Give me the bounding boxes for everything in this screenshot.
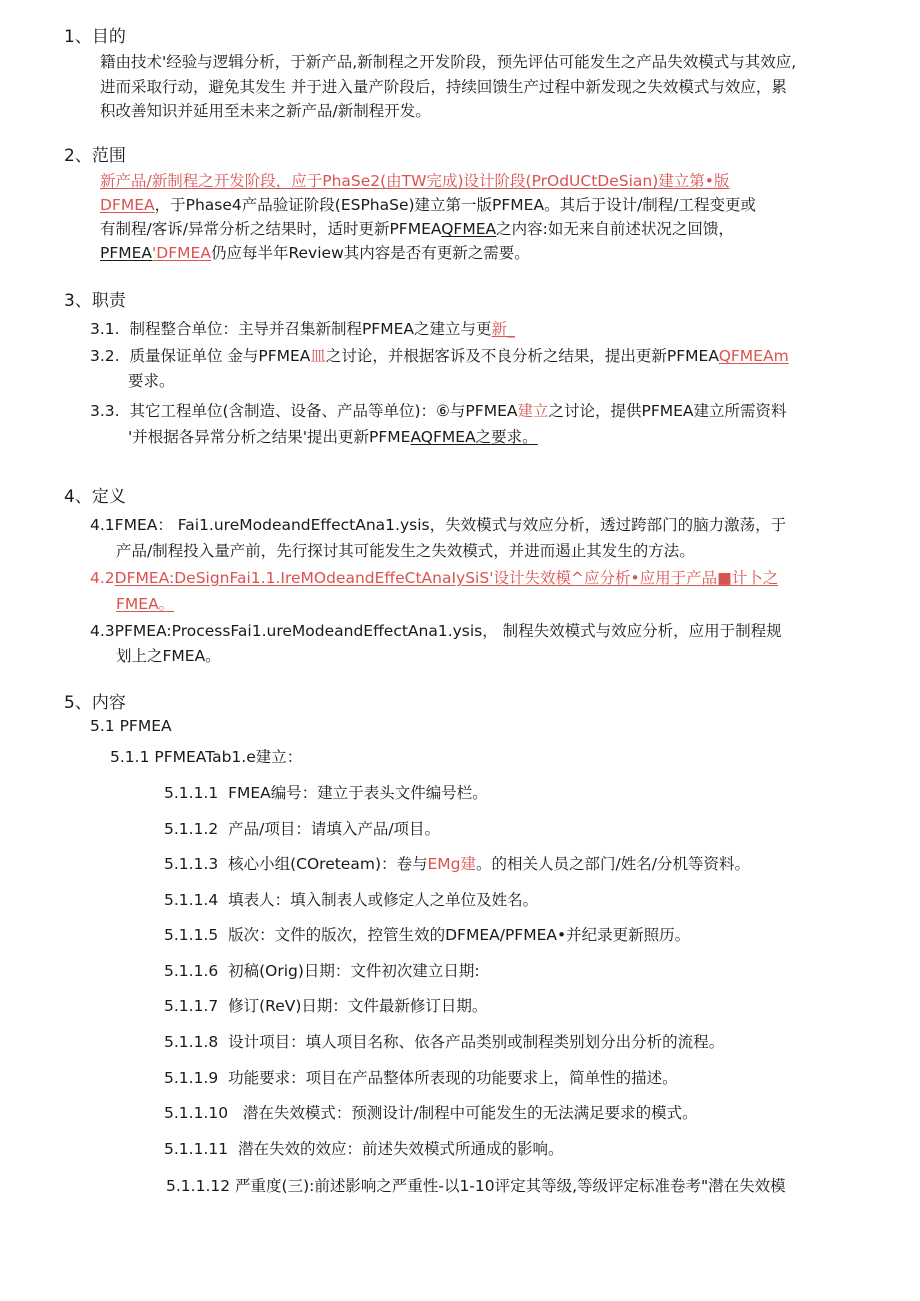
item-text-2: 之讨论，并根据客诉及不良分析之结果，提出更新PFMEA [325, 347, 719, 365]
item-text: 潜在失效的效应：前述失效模式所通成的影响。 [237, 1140, 564, 1158]
item-text: 设计项目：填人项目名称、依各产品类别或制程类别划分出分析的流程。 [228, 1033, 725, 1051]
item-number: 5.1.1.5 [164, 926, 219, 944]
definition-2-cont: FMEA。 [116, 595, 175, 613]
dfmea-ref: 'DFMEA [152, 244, 211, 262]
item-text: FMEA编号：建立于表头文件编号栏。 [228, 784, 488, 802]
item-text-2: 之讨论，提供PFMEA建立所需资料 [548, 402, 787, 420]
item-text: 其它工程单位(含制造、设备、产品等单位)：⑥与PFMEA [129, 402, 518, 420]
definition-2 [90, 567, 778, 589]
definition-1-cont: 产品/制程投入量产前，先行探讨其可能发生之失效模式，并进而遏止其发生的方法。 [116, 542, 695, 560]
section-3-heading: 3、职责 [64, 291, 126, 311]
item-red: EMg建 [427, 855, 477, 873]
content-item [164, 1102, 698, 1124]
item-number: 3.3. [90, 402, 120, 420]
section-1-line-1: 籍由技术'经验与逻辑分析，于新产品,新制程之开发阶段，预先评估可能发生之产品失效模式与其效应, [100, 53, 797, 71]
subsection-5-1-1: 5.1.1 PFMEATab1.e建立： [110, 748, 303, 766]
subsection-5-1: 5.1 PFMEA [90, 717, 172, 735]
item-number: 5.1.1.2 [164, 820, 219, 838]
responsibility-item-1 [90, 318, 515, 340]
item-number: 5.1.1.6 [164, 962, 219, 980]
content-item [164, 995, 487, 1017]
item-text: 初稿(Orig)日期：文件初次建立日期: [228, 962, 480, 980]
item-number: 4.1 [90, 516, 115, 534]
item-red: 建立 [517, 402, 549, 420]
item-text: DFMEA:DeSignFai1.1.IreMOdeandEffeCtAnaIySiS'设计失效模^应分析•应用于产品■计卜之 [114, 569, 779, 587]
content-item [164, 1138, 563, 1160]
item-number: 3.2. [90, 347, 120, 365]
section-2-line-4-post: 仍应每半年Review其内容是否有更新之需要。 [210, 244, 530, 262]
item-text: 修订(ReV)日期：文件最新修订日期。 [228, 997, 488, 1015]
content-item [164, 1031, 724, 1053]
item-red: 皿 [310, 347, 326, 365]
item-cont-post: 之要求。 [475, 428, 538, 446]
section-2-line-4-pre: PFMEA [100, 244, 153, 262]
definition-1 [90, 514, 786, 536]
section-5-heading: 5、内容 [64, 693, 126, 713]
definition-3 [90, 620, 782, 642]
content-item [164, 1067, 678, 1089]
item-number: 5.1.1.10 [164, 1104, 229, 1122]
item-number: 4.3 [90, 622, 115, 640]
content-item [166, 1175, 786, 1197]
responsibility-item-3-cont [128, 426, 538, 448]
item-text: 版次：文件的版次，控管生效的DFMEA/PFMEA•并纪录更新照历。 [228, 926, 691, 944]
item-text: 填表人：填入制表人或修定人之单位及姓名。 [228, 891, 539, 909]
item-text: 潜在失效模式：预测设计/制程中可能发生的无法满足要求的模式。 [242, 1104, 698, 1122]
item-text: 制程整合单位：主导并召集新制程PFMEA之建立与更 [129, 320, 492, 338]
content-item [164, 782, 488, 804]
section-2-line-3-post: 之内容:如无来自前述状况之回馈， [496, 220, 734, 238]
section-2-line-1: 新产品/新制程之开发阶段，应于PhaSe2(由TW完成)设计阶段(PrOdUCtDeSian)建立第•版 [100, 172, 730, 190]
item-text: 核心小组(COreteam)：卷与 [228, 855, 428, 873]
section-2-heading: 2、范围 [64, 146, 126, 166]
responsibility-item-2-cont: 要求。 [128, 372, 175, 390]
item-text: PFMEA:ProcessFai1.ureModeandEffectAna1.ysis， 制程失效模式与效应分析，应用于制程规 [114, 622, 782, 640]
section-1-line-3: 积改善知识并延用至未来之新产品/新制程开发。 [100, 102, 431, 120]
item-text-after: 。的相关人员之部门/姓名/分机等资料。 [476, 855, 750, 873]
item-number: 5.1.1.8 [164, 1033, 219, 1051]
item-cont-pre: '并根据各异常分析之结果'提出更新PFME [128, 428, 411, 446]
item-number: 5.1.1.12 [166, 1177, 231, 1195]
item-number: 5.1.1.7 [164, 997, 219, 1015]
responsibility-item-3 [90, 400, 787, 422]
item-number: 5.1.1.4 [164, 891, 219, 909]
item-number: 3.1. [90, 320, 120, 338]
content-item [164, 889, 538, 911]
section-4-heading: 4、定义 [64, 487, 126, 507]
item-number: 5.1.1.1 [164, 784, 219, 802]
section-1-heading: 1、目的 [64, 27, 126, 47]
section-2-line-3-pre: 有制程/客诉/异常分析之结果时，适时更新PFMEA [100, 220, 442, 238]
content-item [164, 818, 440, 840]
section-2-line-3 [100, 218, 734, 240]
section-2-line-2 [100, 194, 756, 216]
item-number: 4.2 [90, 569, 115, 587]
section-1-line-2: 进而采取行动，避免其发生 并于进入量产阶段后，持续回馈生产过程中新发现之失效模式与效应，累 [100, 78, 787, 96]
section-2-line-4 [100, 242, 530, 264]
item-number: 5.1.1.3 [164, 855, 219, 873]
item-text: 质量保证单位 金与PFMEA [129, 347, 311, 365]
definition-3-cont: 划上之FMEA。 [116, 647, 221, 665]
content-item [164, 960, 480, 982]
item-cont-underlined: AQFMEA [410, 428, 476, 446]
content-item [164, 853, 750, 875]
item-red-2: QFMEAm [718, 347, 789, 365]
dfmea-link: DFMEA [100, 196, 155, 214]
item-number: 5.1.1.9 [164, 1069, 219, 1087]
item-number: 5.1.1.11 [164, 1140, 229, 1158]
item-text: 严重度(三):前述影响之严重性-以1-10评定其等级,等级评定标准卷考"潜在失效模 [235, 1177, 786, 1195]
qfmea-underlined: QFMEA [441, 220, 497, 238]
content-item [164, 924, 690, 946]
section-2-line-2-text: ，于Phase4产品验证阶段(ESPhaSe)建立第一版PFMEA。其后于设计/制程/工程变更或 [154, 196, 757, 214]
item-text: 功能要求：项目在产品整体所表现的功能要求上，简单性的描述。 [228, 1069, 678, 1087]
item-text: FMEA： Fai1.ureModeandEffectAna1.ysis，失效模式与效应分析，透过跨部门的脑力激荡，于 [114, 516, 787, 534]
item-red: 新_ [491, 320, 515, 338]
responsibility-item-2 [90, 345, 789, 367]
item-text: 产品/项目：请填入产品/项目。 [228, 820, 441, 838]
